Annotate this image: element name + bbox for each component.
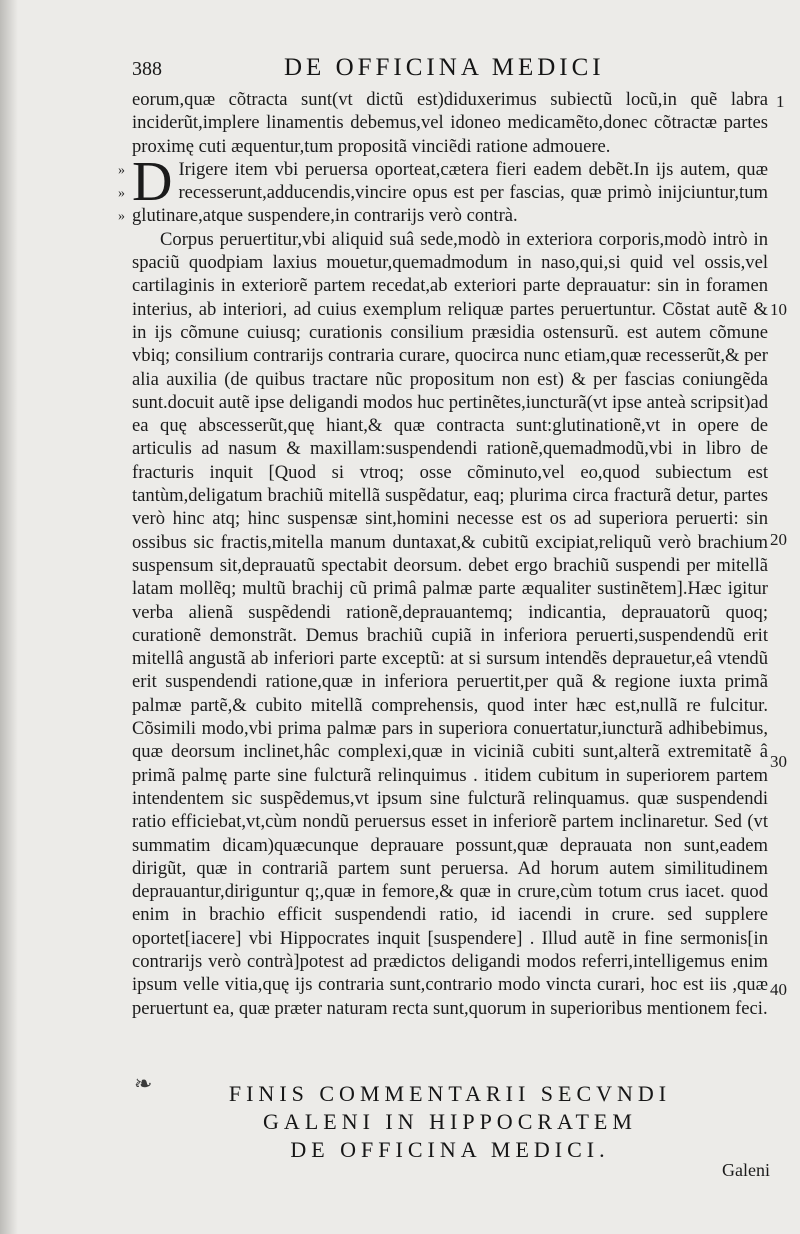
line-number-20: 20 [770,530,787,549]
line-number-30: 30 [770,752,787,771]
catchword: Galeni [722,1160,770,1180]
margin-quote-mark: » [118,163,125,178]
drop-cap: D [132,150,173,213]
margin-quote-mark: » [118,209,125,224]
line-number-40: 40 [770,980,787,999]
margin-quote-mark: » [118,186,125,201]
paragraph-2-text: Irigere item vbi peruersa oporteat,cætera fieri eadem debẽt.In ijs autem, quæ recesserunt,adducendis,vincire opus est per fascias, quæ primò inijciuntur,tum glutinare,atque suspendere,in contrarijs verò contrà. [132,158,768,227]
main-text [132,88,768,1020]
paragraph-1: eorum,quæ cõtracta sunt(vt dictũ est)diduxerimus subiectũ locũ,in quẽ labra inciderũt,implere linamentis debemus,vel idoneo medicamẽto,donec cõtractæ partes proximę cuti æquentur,tum propositã vinciẽdi ratione admouere. [132,89,768,157]
page-header [132,54,772,84]
page-number: 388 [132,58,162,80]
paragraph-3: Corpus peruertitur,vbi aliquid suâ sede,modò in exteriora corporis,modò intrò in spaciũ quodpiam laxius mouetur,quemadmodum in naso,qui,si quid vel ossis,vel cartilaginis in exteriorẽ partem recedat,ab exteriori parte deprauatur: sin in foramen interius, ab interiori, ad cuius exemplum reliquæ partes peruertuntur. Cõstat autẽ & in ijs cõmune cuiusq; curationis consilium præsidia ostensurũ. est autem cõmune vbiq; consilium contrarijs contraria curare, quocirca nunc etiam,quæ recesserũt,& per alia auxilia (de quibus tractare nũc propositum non est) & per fascias coniungẽda sunt.docuit autẽ ipse deligandi modos huc pertinẽtes,iuncturã(vt ipse anteà scripsit)ad ea quę abscesserũt,quę hiant,& quæ contracta sunt:glutinationẽ,vt in opere de articulis ad nasum & maxillam:suspendendi rationẽ,quemadmodũ,vbi in libro de fracturis inquit [Quod si vtroq; osse cõminuto,vel eo,quod subiectum est tantùm,deligatum brachiũ mitellã suspẽdatur, eaq; plurima circa fracturã detur, partes verò hinc atq; hinc suspensæ sint,homini necesse est os ad superiora peruerti: sin ossibus sic fractis,mitella manum duntaxat,& cubitũ excipiat,reliquũ verò brachium suspensum sit,deprauatũ spectabit deorsum. debet ergo brachiũ suspendi per mitellã latam mollẽq; multũ brachij cũ primâ palmæ parte æqualiter sustinẽtem].Hæc igitur verba alienã suspẽdendi rationẽ,deprauantemq; indicantia, deprauatorũ quoq; curationẽ demonstrãt. Demus brachiũ cupiã in inferiora peruerti,suspendendũ erit mitellâ angustã ab inferiori parte exceptũ: at si sursum intendẽs deprauetur,eâ vtendũ erit suspendendi ratione,quæ in inferiora peruertit,per quã & regione iuxta primã palmæ partẽ,& cubito mitellã comprehensis, quod inter hæc est,nullã re fulcitur. Cõsimili modo,vbi prima palmæ pars in superiora conuertatur,iuncturã adhibebimus, quæ deorsum inclinet,hâc complexi,quæ in viciniã cubiti sunt,alterã extremitatẽ â primã palmę parte sine fulcturã relinquimus . itidem cubitum in superiorem partem intendentem sic suspẽdemus,vt ipsum sine fulcturã relinquamus. quæ suspendendi ratio efficiebat,vt,cùm nondũ peruersus esset in inferiorẽ partem inclinaretur. Sed (vt summatim dicam)quæcunque deprauare possunt,quæ deprauata non sunt,eadem dirigũt, quæ in contrariã partem sunt peruersa. Ad horum autem similitudinem deprauantur,diriguntur q;,quæ in femore,& quæ in crure,cùm totum crus iacet. quod enim in brachio efficit suspendendi ratio, id iacendi in crure. sed supplere oportet[iacere] vbi Hippocrates inquit [suspendere] . Illud autẽ in fine sermonis[in contrarijs verò contrà]potest ad prædictos deligandi modos referri,intelligemus enim ipsum velle vitia,quę ijs contraria sunt,contrario modo vincta curari, hoc est iis ,quæ peruertunt ea, quæ præter naturam recta sunt,quorum in superioribus mentionem feci. [132,228,768,1019]
finis-line: FINIS COMMENTARII SECVNDI [228,1081,672,1106]
finis-colophon [170,1080,730,1164]
finis-line: DE OFFICINA MEDICI. [290,1137,610,1162]
line-number-10: 10 [770,300,787,319]
running-title: DE OFFICINA MEDICI [284,54,605,81]
page-gutter-shadow [0,0,18,1234]
fleuron-ornament: ❧ [134,1072,153,1097]
line-number-1: 1 [776,92,785,111]
finis-line: GALENI IN HIPPOCRATEM [263,1109,637,1134]
paragraph-2 [132,150,768,228]
